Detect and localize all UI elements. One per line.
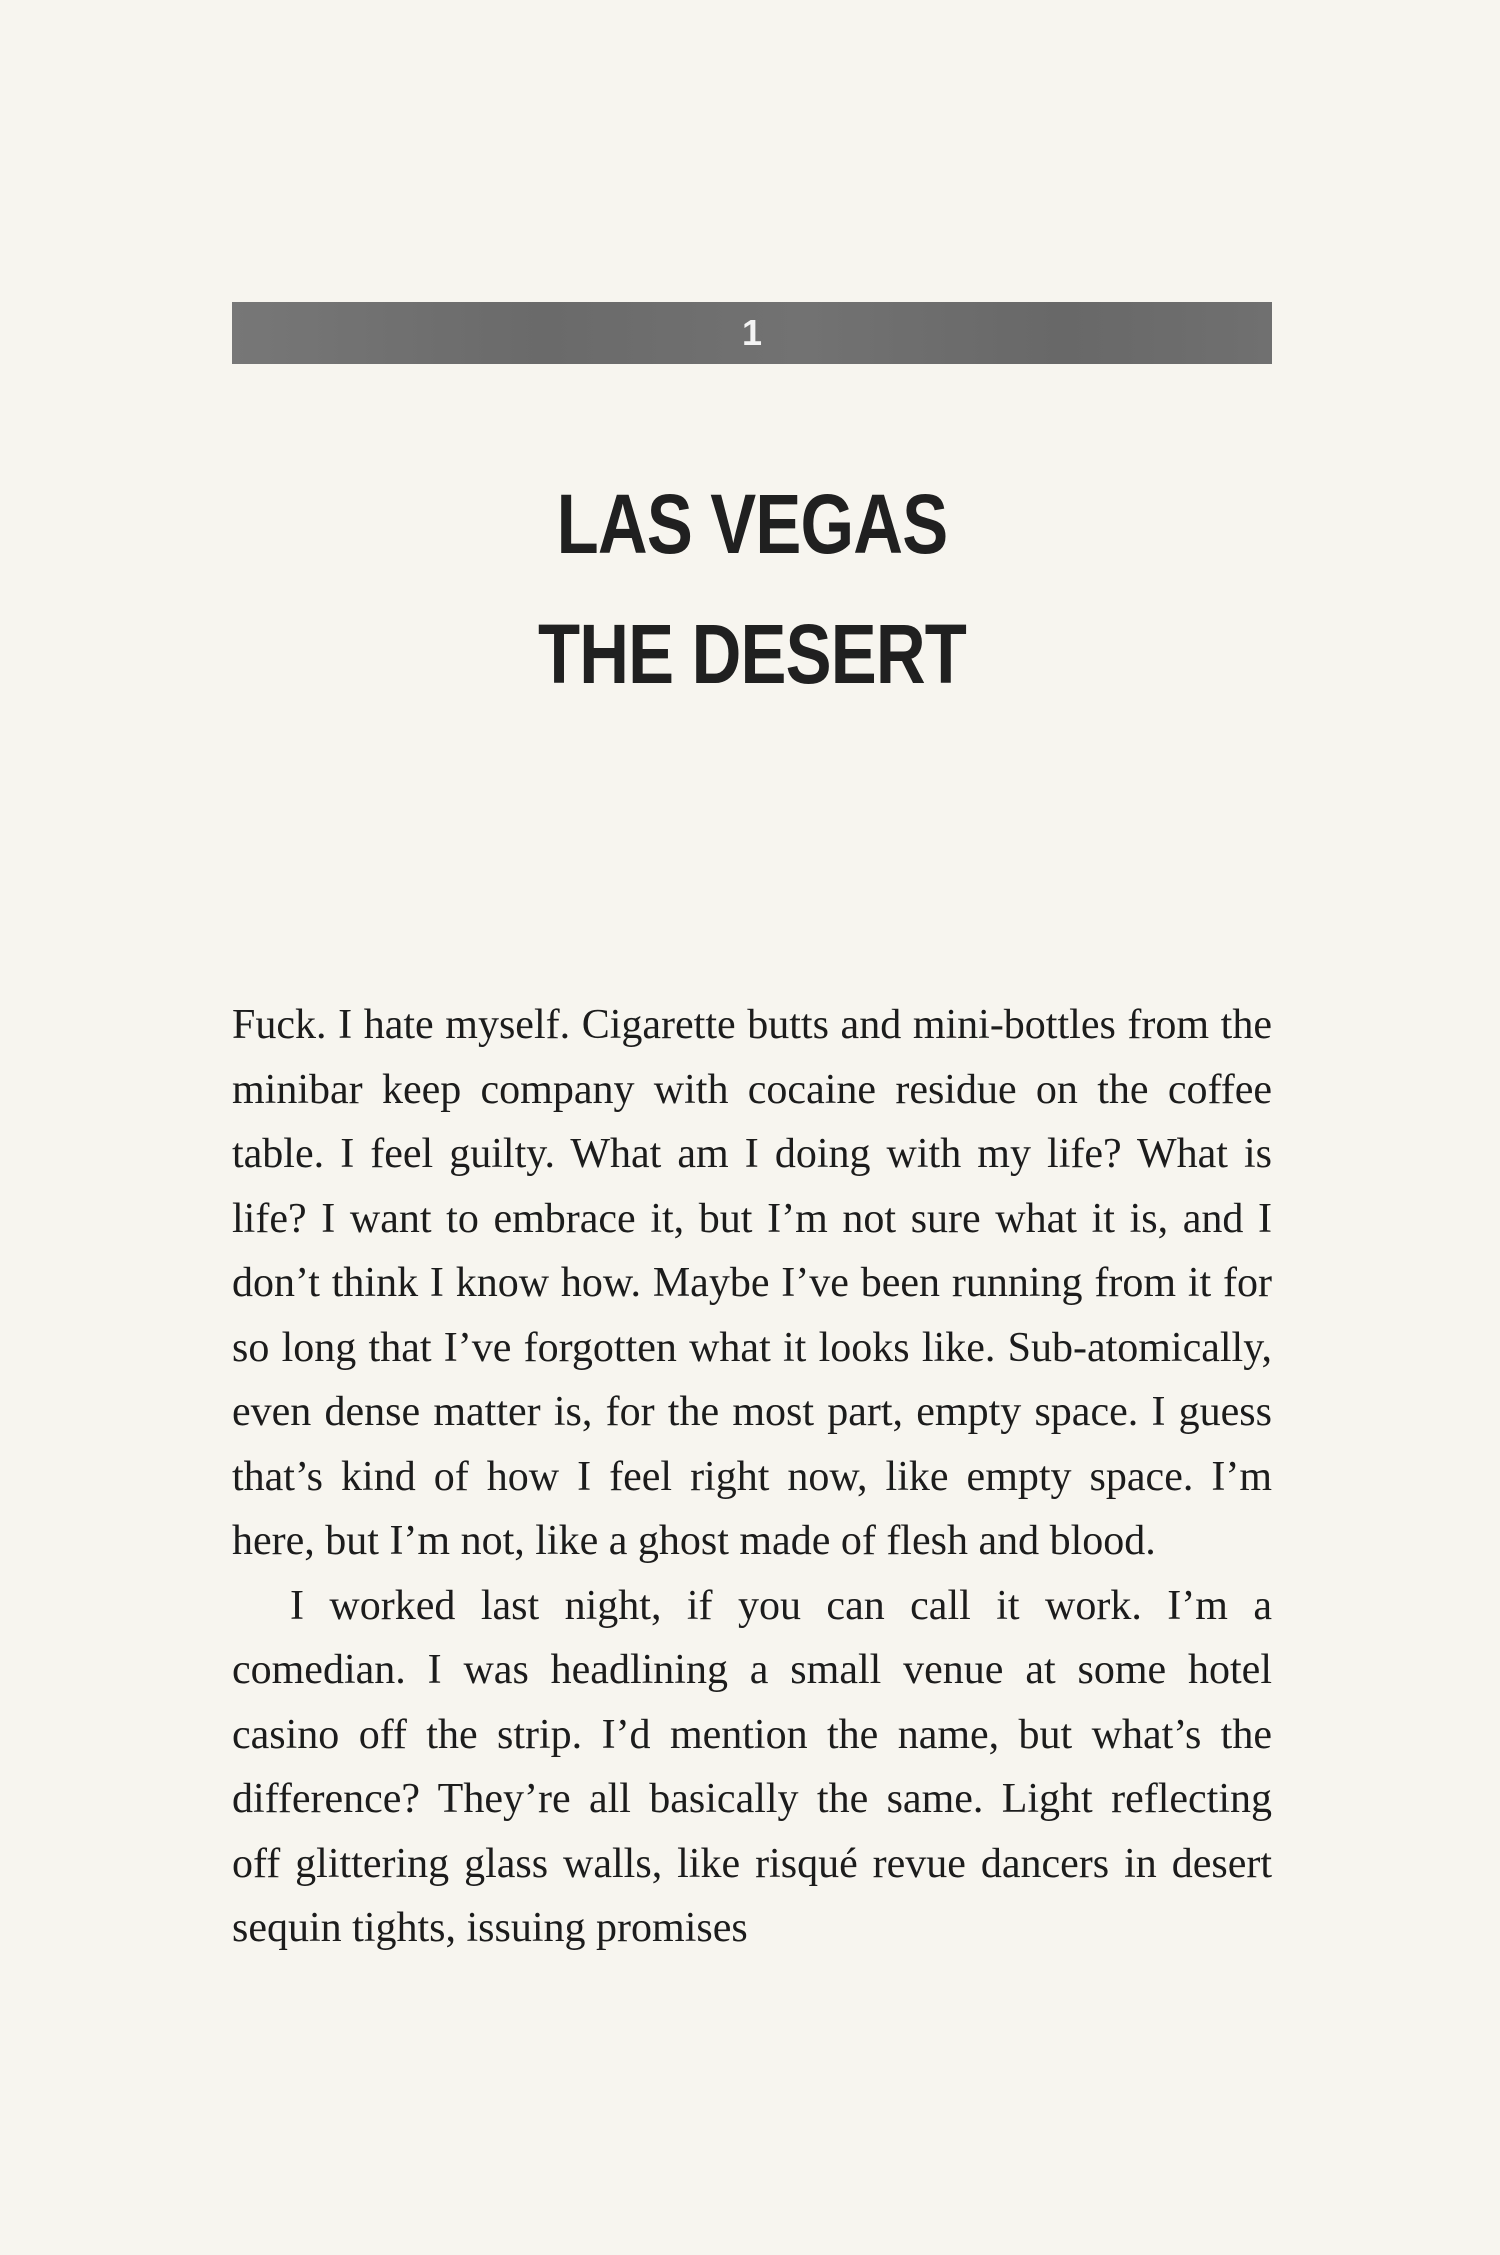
paragraph-2: I worked last night, if you can call it work. I’m a comedian. I was headlining a small venue at some hotel casino off the strip. I’d mention the name, but what’s the difference? They’re all basically the same. Light reflecting off glittering glass walls, like risqué revue dancers in desert sequin tights, issuing promises [232,1582,1272,1951]
paragraph-1: Fuck. I hate myself. Cigarette butts and mini-bottles from the minibar keep company with cocaine residue on the coffee table. I feel guilty. What am I doing with my life? What is life? I want to embrace it, but I’m not sure what it is, and I don’t think I know how. Maybe I’ve been running from it for so long that I’ve forgotten what it looks like. Sub-atomically, even dense matter is, for the most part, empty space. I guess that’s kind of how I feel right now, like empty space. I’m here, but I’m not, like a ghost made of flesh and blood. [232,1002,1272,1564]
body-text [232,993,1272,1961]
chapter-number-bar [232,302,1272,364]
chapter-title-line-1: LAS VEGAS [556,477,948,571]
chapter-number: 1 [741,312,763,353]
chapter-title-line-2: THE DESERT [537,607,967,701]
